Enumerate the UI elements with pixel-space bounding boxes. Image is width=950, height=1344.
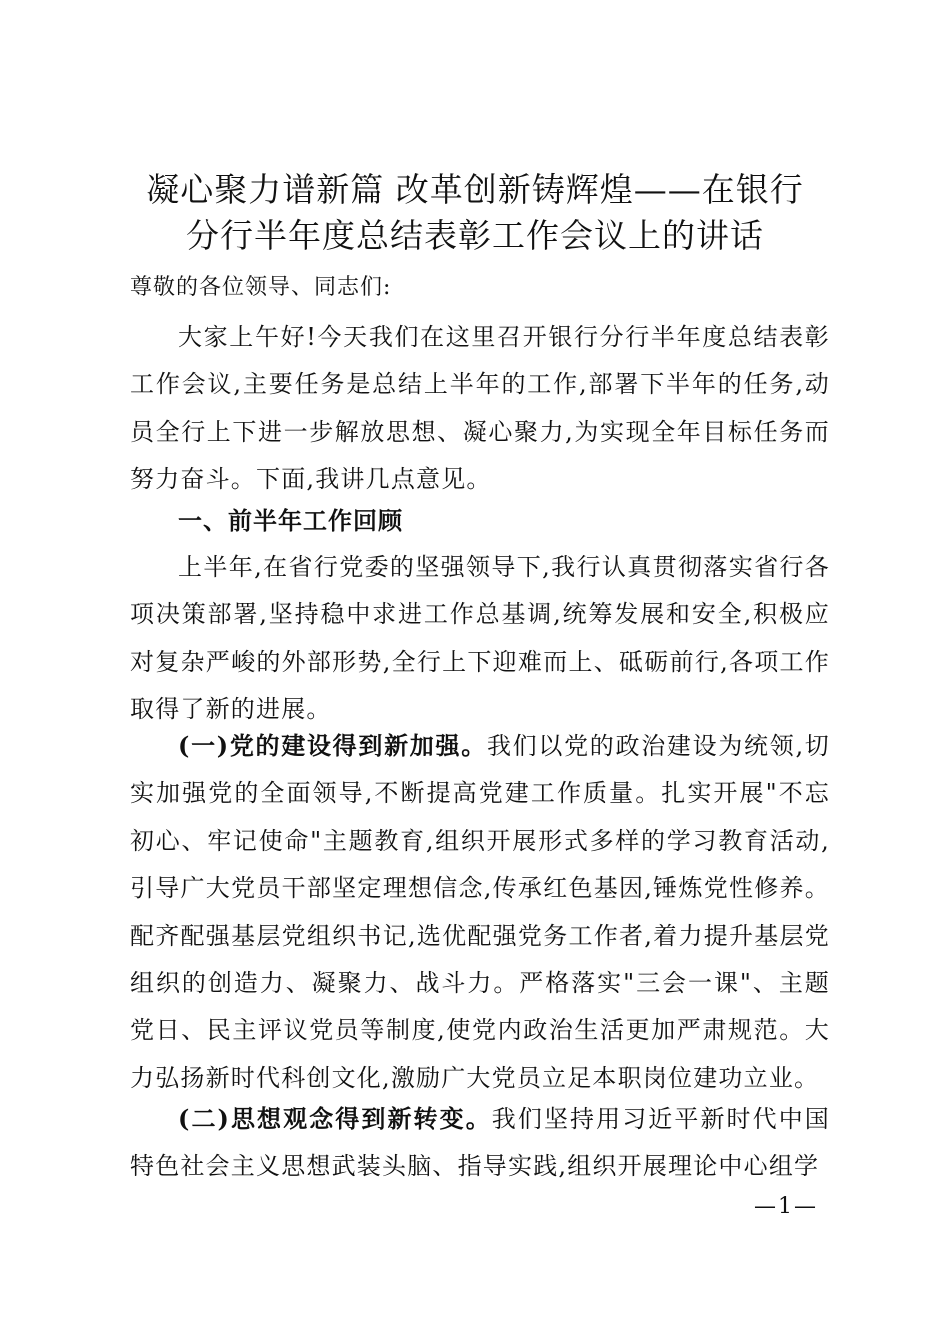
paragraph-party-building-body: 我们以党的政治建设为统领,切实加强党的全面领导,不断提高党建工作质量。扎实开展"不忘初心、牢记使命"主题教育,组织开展形式多样的学习教育活动,引导广大党员干部坚定理想信念,传承红色基因,锤炼党性修养。配齐配强基层党组织书记,选优配强党务工作者,着力提升基层党组织的创造力、凝聚力、战斗力。严格落实"三会一课"、主题党日、民主评议党员等制度,使党内政治生活更加严肃规范。大力弘扬新时代科创文化,激励广大党员立足本职岗位建功立业。 xyxy=(130,732,830,1092)
paragraph-party-building xyxy=(130,722,830,1102)
document-title-line-1: 凝心聚力谱新篇 改革创新铸辉煌——在银行 xyxy=(146,170,804,209)
document-title-line-2: 分行半年度总结表彰工作会议上的讲话 xyxy=(186,216,764,255)
paragraph-ideology-lead: (二)思想观念得到新转变。 xyxy=(178,1104,492,1133)
paragraph-overview: 上半年,在省行党委的坚强领导下,我行认真贯彻落实省行各项决策部署,坚持稳中求进工作总基调,统筹发展和安全,积极应对复杂严峻的外部形势,全行上下迎难而上、砥砺前行,各项工作取得了新的进展。 xyxy=(130,553,830,724)
salutation: 尊敬的各位领导、同志们: xyxy=(130,275,392,300)
paragraph-party-building-lead: (一)党的建设得到新加强。 xyxy=(178,731,487,760)
paragraph-ideology-body: 我们坚持用习近平新时代中国特色社会主义思想武装头脑、指导实践,组织开展理论中心组学 xyxy=(130,1105,830,1181)
paragraph-opening: 大家上午好!今天我们在这里召开银行分行半年度总结表彰工作会议,主要任务是总结上半年的工作,部署下半年的任务,动员全行上下进一步解放思想、凝心聚力,为实现全年目标任务而努力奋斗。下面,我讲几点意见。 xyxy=(130,323,830,494)
page-number: —1— xyxy=(754,1194,818,1219)
section-heading-review: 一、前半年工作回顾 xyxy=(178,507,403,535)
paragraph-ideology xyxy=(130,1095,830,1191)
